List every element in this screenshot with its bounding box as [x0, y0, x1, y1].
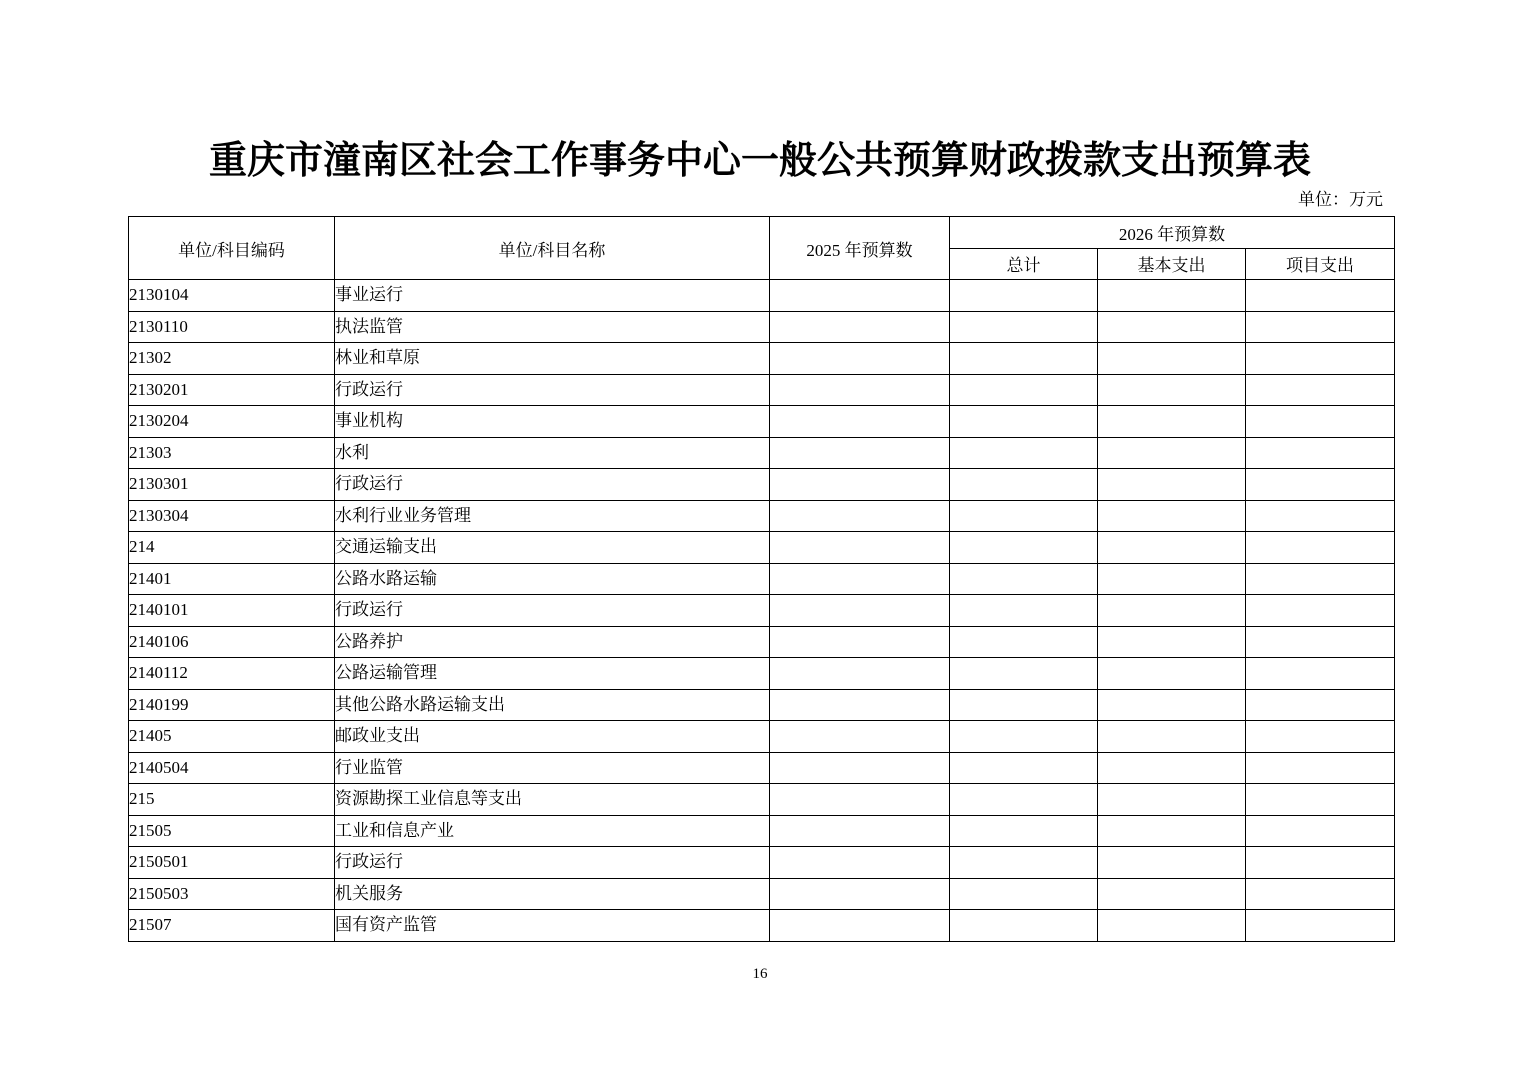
row-total [950, 721, 1098, 753]
row-name: 公路水路运输 [335, 563, 770, 595]
row-code: 2140112 [129, 658, 335, 690]
row-code: 2150501 [129, 847, 335, 879]
table-row [129, 815, 1395, 847]
row-name: 水利行业业务管理 [335, 500, 770, 532]
row-basic [1098, 500, 1246, 532]
row-project [1246, 815, 1395, 847]
row-project [1246, 595, 1395, 627]
row-code: 21303 [129, 437, 335, 469]
row-project [1246, 878, 1395, 910]
row-basic [1098, 595, 1246, 627]
header-budget-2025: 2025 年预算数 [770, 217, 950, 280]
header-code: 单位/科目编码 [129, 217, 335, 280]
row-name: 行业监管 [335, 752, 770, 784]
row-name: 执法监管 [335, 311, 770, 343]
row-basic [1098, 311, 1246, 343]
row-basic [1098, 532, 1246, 564]
row-total [950, 626, 1098, 658]
row-code: 2130304 [129, 500, 335, 532]
row-total [950, 595, 1098, 627]
row-budget-2025 [770, 910, 950, 942]
row-project [1246, 311, 1395, 343]
row-basic [1098, 280, 1246, 312]
row-budget-2025 [770, 374, 950, 406]
page-number: 16 [752, 966, 768, 982]
row-basic [1098, 784, 1246, 816]
row-code: 2130301 [129, 469, 335, 501]
row-code: 214 [129, 532, 335, 564]
row-basic [1098, 721, 1246, 753]
row-budget-2025 [770, 658, 950, 690]
row-name: 国有资产监管 [335, 910, 770, 942]
table-row [129, 406, 1395, 438]
row-total [950, 878, 1098, 910]
row-code: 2140106 [129, 626, 335, 658]
row-total [950, 469, 1098, 501]
header-total: 总计 [950, 248, 1098, 280]
row-code: 215 [129, 784, 335, 816]
row-budget-2025 [770, 721, 950, 753]
row-project [1246, 532, 1395, 564]
row-total [950, 500, 1098, 532]
row-project [1246, 437, 1395, 469]
row-budget-2025 [770, 343, 950, 375]
row-budget-2025 [770, 784, 950, 816]
row-basic [1098, 469, 1246, 501]
row-total [950, 910, 1098, 942]
table-row [129, 784, 1395, 816]
row-basic [1098, 343, 1246, 375]
row-basic [1098, 878, 1246, 910]
row-project [1246, 500, 1395, 532]
row-budget-2025 [770, 563, 950, 595]
header-name: 单位/科目名称 [335, 217, 770, 280]
unit-label: 单位：万元 [1298, 190, 1383, 209]
table-row [129, 469, 1395, 501]
row-budget-2025 [770, 878, 950, 910]
row-code: 2130110 [129, 311, 335, 343]
row-total [950, 752, 1098, 784]
table-row [129, 721, 1395, 753]
row-total [950, 343, 1098, 375]
row-code: 2130201 [129, 374, 335, 406]
row-project [1246, 406, 1395, 438]
row-project [1246, 374, 1395, 406]
row-name: 工业和信息产业 [335, 815, 770, 847]
row-code: 2140504 [129, 752, 335, 784]
row-project [1246, 658, 1395, 690]
row-code: 2130104 [129, 280, 335, 312]
row-budget-2025 [770, 469, 950, 501]
row-code: 2130204 [129, 406, 335, 438]
row-total [950, 815, 1098, 847]
row-total [950, 784, 1098, 816]
row-total [950, 311, 1098, 343]
row-project [1246, 626, 1395, 658]
row-budget-2025 [770, 815, 950, 847]
row-total [950, 406, 1098, 438]
row-budget-2025 [770, 311, 950, 343]
table-row [129, 343, 1395, 375]
table-row [129, 689, 1395, 721]
table-row [129, 500, 1395, 532]
row-project [1246, 847, 1395, 879]
row-budget-2025 [770, 437, 950, 469]
table-row [129, 563, 1395, 595]
row-name: 公路养护 [335, 626, 770, 658]
row-name: 资源勘探工业信息等支出 [335, 784, 770, 816]
row-code: 2150503 [129, 878, 335, 910]
row-total [950, 658, 1098, 690]
row-project [1246, 343, 1395, 375]
table-row [129, 910, 1395, 942]
table-row [129, 532, 1395, 564]
row-name: 邮政业支出 [335, 721, 770, 753]
row-budget-2025 [770, 689, 950, 721]
row-budget-2025 [770, 532, 950, 564]
row-total [950, 532, 1098, 564]
row-total [950, 563, 1098, 595]
row-name: 机关服务 [335, 878, 770, 910]
table-row [129, 311, 1395, 343]
table-header [129, 217, 1395, 280]
table-row [129, 878, 1395, 910]
table-row [129, 374, 1395, 406]
row-name: 公路运输管理 [335, 658, 770, 690]
row-name: 其他公路水路运输支出 [335, 689, 770, 721]
row-basic [1098, 910, 1246, 942]
row-basic [1098, 658, 1246, 690]
row-name: 交通运输支出 [335, 532, 770, 564]
row-name: 水利 [335, 437, 770, 469]
row-code: 21505 [129, 815, 335, 847]
row-name: 行政运行 [335, 847, 770, 879]
header-project: 项目支出 [1246, 248, 1395, 280]
header-basic: 基本支出 [1098, 248, 1246, 280]
row-basic [1098, 406, 1246, 438]
row-total [950, 437, 1098, 469]
row-project [1246, 752, 1395, 784]
row-budget-2025 [770, 500, 950, 532]
row-project [1246, 469, 1395, 501]
row-total [950, 374, 1098, 406]
header-budget-2026: 2026 年预算数 [950, 217, 1395, 249]
row-basic [1098, 752, 1246, 784]
row-budget-2025 [770, 752, 950, 784]
row-budget-2025 [770, 280, 950, 312]
row-project [1246, 689, 1395, 721]
row-name: 林业和草原 [335, 343, 770, 375]
row-name: 事业运行 [335, 280, 770, 312]
row-budget-2025 [770, 626, 950, 658]
row-basic [1098, 626, 1246, 658]
row-name: 行政运行 [335, 469, 770, 501]
row-name: 行政运行 [335, 374, 770, 406]
row-budget-2025 [770, 406, 950, 438]
row-budget-2025 [770, 595, 950, 627]
row-project [1246, 910, 1395, 942]
budget-table [128, 216, 1395, 942]
row-code: 21507 [129, 910, 335, 942]
table-row [129, 752, 1395, 784]
row-code: 2140101 [129, 595, 335, 627]
row-basic [1098, 689, 1246, 721]
table-row [129, 437, 1395, 469]
row-basic [1098, 563, 1246, 595]
row-project [1246, 280, 1395, 312]
table-body [129, 280, 1395, 942]
table-row [129, 626, 1395, 658]
row-total [950, 689, 1098, 721]
row-total [950, 847, 1098, 879]
row-basic [1098, 437, 1246, 469]
row-code: 2140199 [129, 689, 335, 721]
table-row [129, 658, 1395, 690]
row-name: 事业机构 [335, 406, 770, 438]
row-name: 行政运行 [335, 595, 770, 627]
row-basic [1098, 815, 1246, 847]
row-project [1246, 784, 1395, 816]
table-row [129, 280, 1395, 312]
row-project [1246, 563, 1395, 595]
row-total [950, 280, 1098, 312]
row-code: 21401 [129, 563, 335, 595]
row-basic [1098, 374, 1246, 406]
page-title: 重庆市潼南区社会工作事务中心一般公共预算财政拨款支出预算表 [208, 138, 1311, 182]
row-code: 21302 [129, 343, 335, 375]
row-basic [1098, 847, 1246, 879]
row-project [1246, 721, 1395, 753]
row-budget-2025 [770, 847, 950, 879]
table-row [129, 847, 1395, 879]
row-code: 21405 [129, 721, 335, 753]
table-row [129, 595, 1395, 627]
